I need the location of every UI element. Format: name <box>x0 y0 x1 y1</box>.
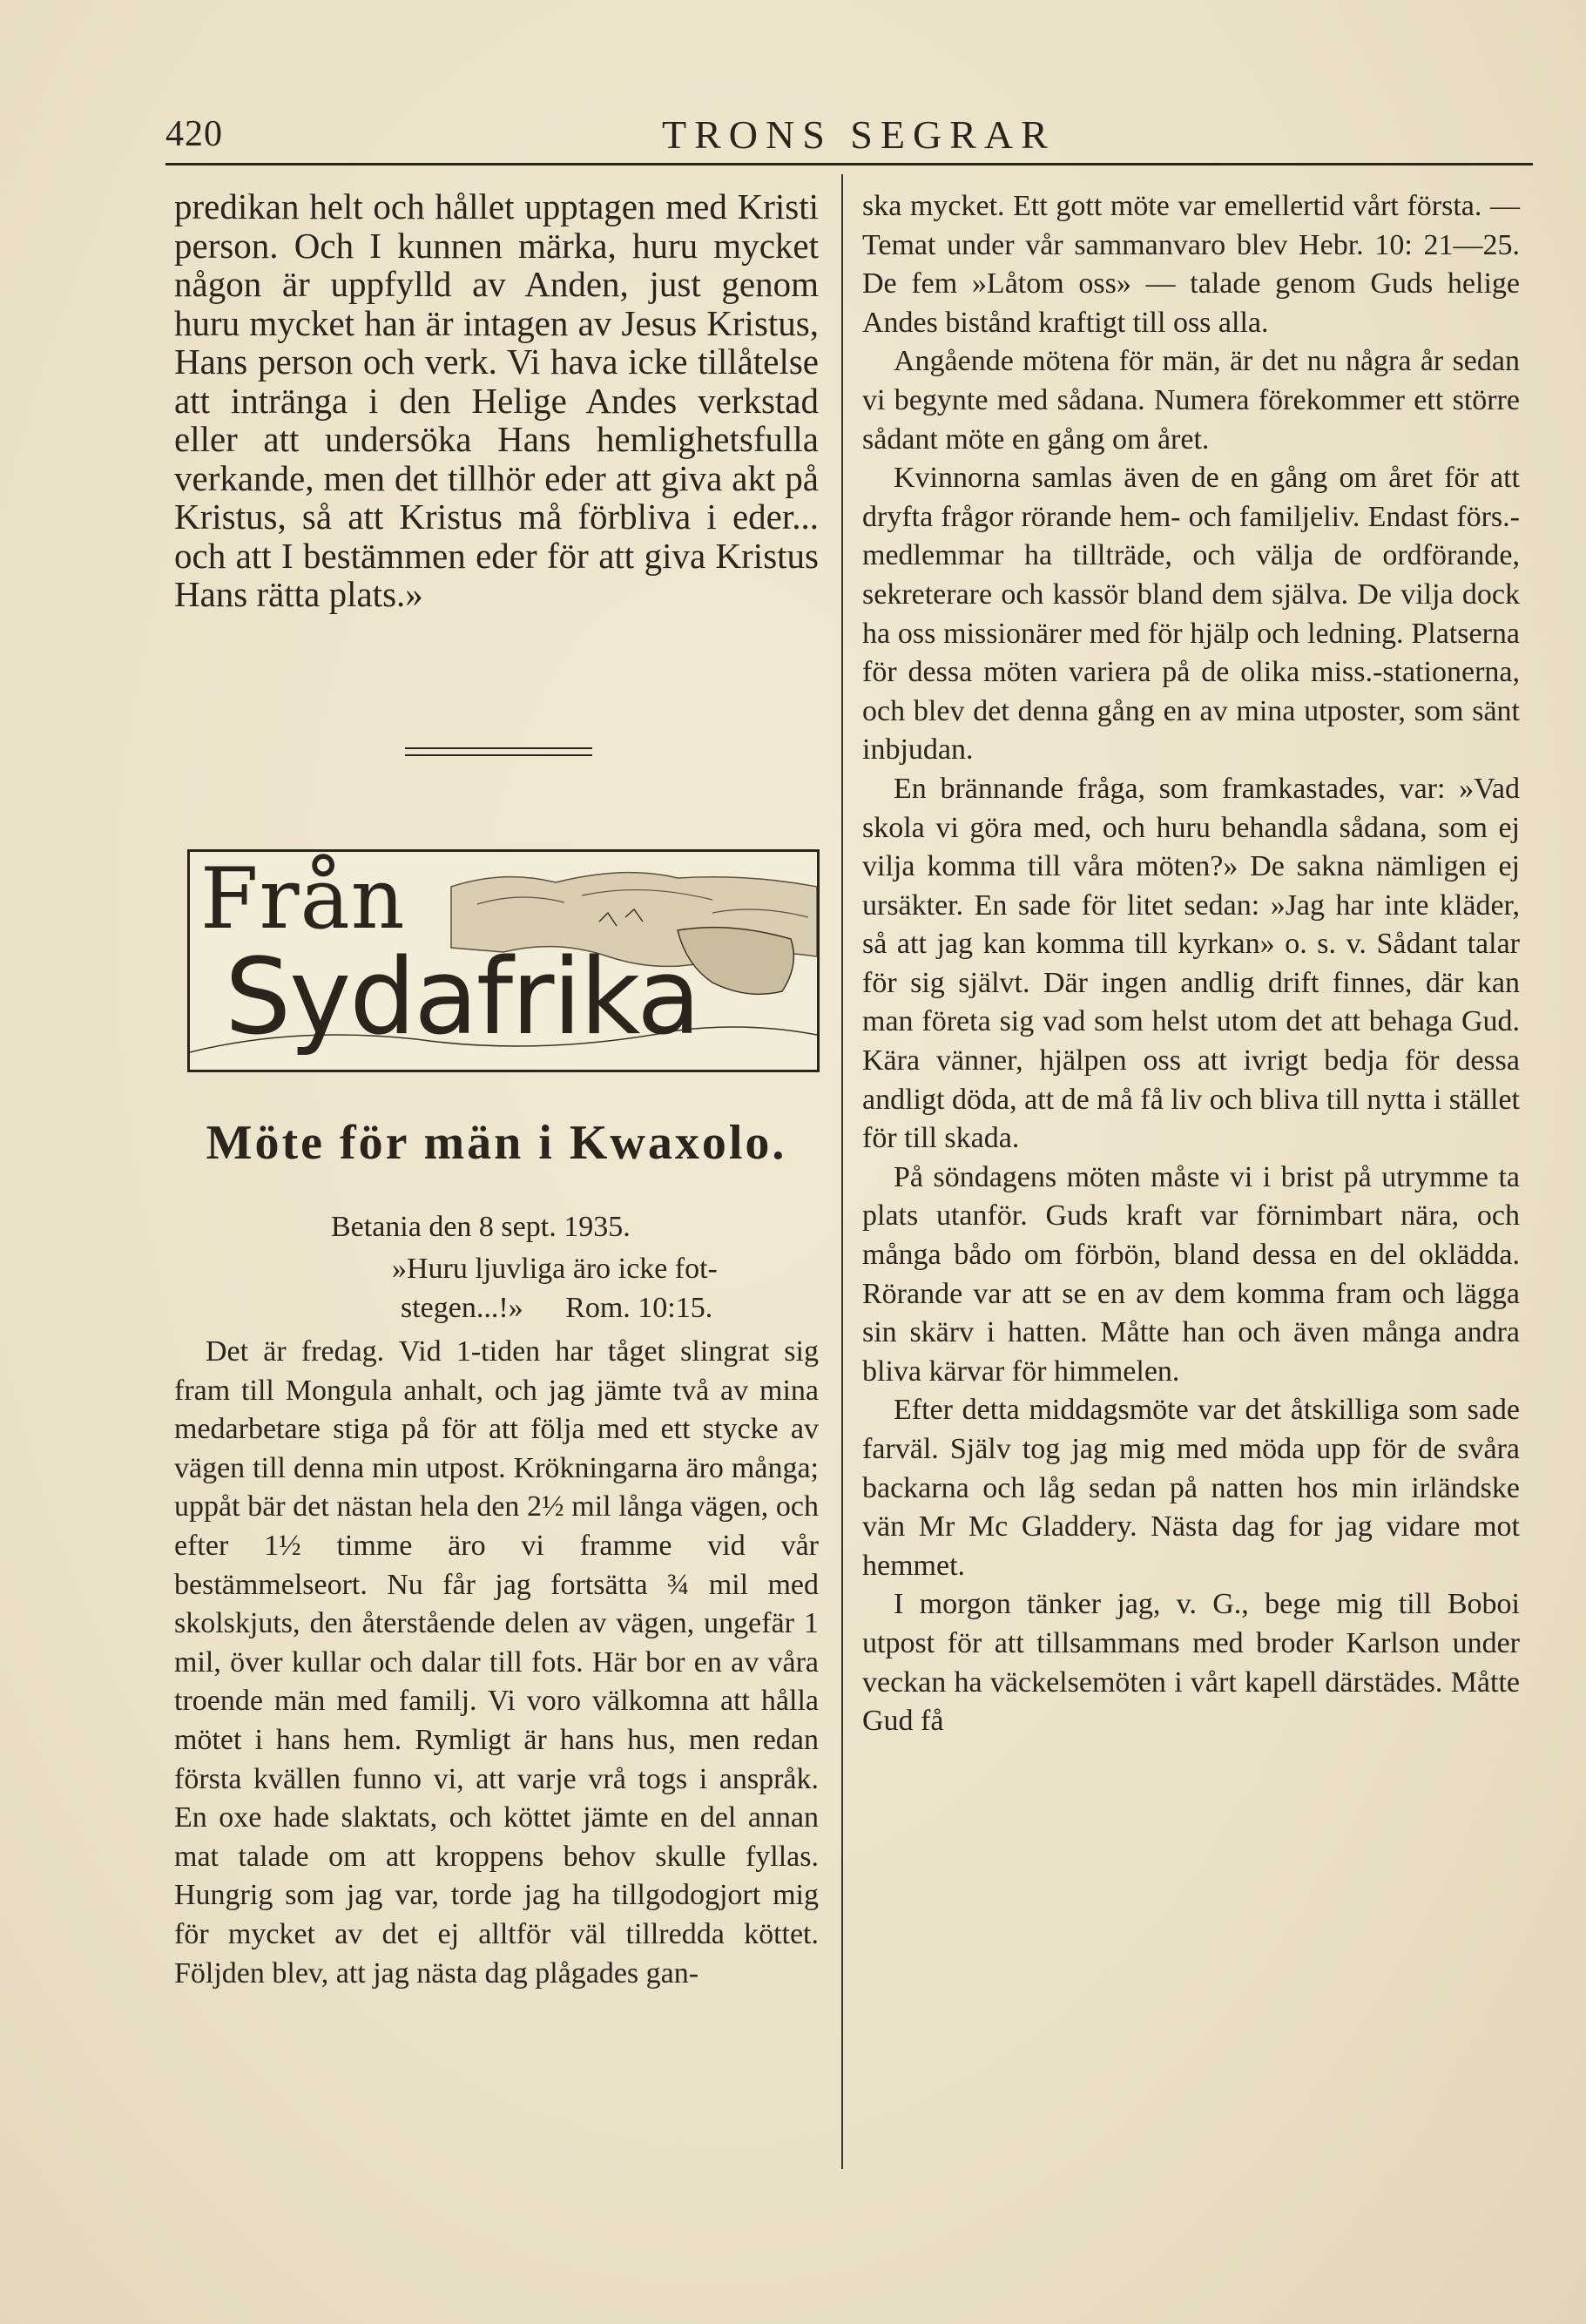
left-column-article-text <box>174 1333 819 1993</box>
left-column-top-text <box>174 187 819 614</box>
motto-reference: Rom. 10:15. <box>565 1291 713 1324</box>
paragraph: ska mycket. Ett gott möte var emellertid vårt första. — Temat under vår sammanvaro blev Hebr. 10: 21—25. De fem »Låtom oss» — talade genom Guds helige Andes bistånd kraftigt till oss alla. <box>862 190 1520 339</box>
paragraph: Det är fredag. Vid 1-tiden har tåget slingrat sig fram till Mongula anhalt, och jag jämte två av mina medarbetare stiga på för att följa med ett stycke av vägen till denna min utpost. Krökningarna äro många; uppåt bär det nästan hela den 2½ mil långa vägen, och efter 1½ timme äro vi framme vid vår bestämmelseort. Nu får jag fortsätta ¾ mil med skolskjuts, den återstående delen av vägen, ungefär 1 mil, över kullar och dalar till fots. Här bor en av våra troende män med familj. Vi voro välkomna att hålla mötet i hans hem. Rymligt är hans hus, men redan första kvällen funno vi, att varje vrå togs i anspråk. En oxe hade slaktats, och köttet jämte en del annan mat talade om att kroppens behov skulle fyllas. Hungrig som jag var, torde jag ha tillgodogjort mig för mycket av det ej alltför väl tillredda köttet. Följden blev, att jag nästa dag plågades gan- <box>174 1335 819 1990</box>
paragraph: Efter detta middagsmöte var det åtskilliga som sade farväl. Själv tog jag mig med möda upp för de svåra backarna och låg sedan på natten hos min irländske vän Mr Mc Gladdery. Nästa dag for jag vidare mot hemmet. <box>862 1394 1520 1582</box>
paragraph: På söndagens möten måste vi i brist på utrymme ta plats utanför. Guds kraft var förnimbart nära, och många bådo om förbön, bland dessa en del okläddа. Rörande var att se en av dem komma fram och lägga sin skärv i hatten. Måtte han och även många andra bliva kärvar för himmelen. <box>862 1160 1520 1388</box>
logo-word-sydafrika: Sydafrika <box>225 937 699 1058</box>
paragraph: predikan helt och hållet upptagen med Kristi person. Och I kunnen märka, huru mycket någon är uppfylld av Anden, just genom huru mycket han är intagen av Jesus Kristus, Hans person och verk. Vi hava icke tillåtelse att intränga i den Helige Andes verkstad eller att undersöka Hans hemlighetsfulla verkande, men det tillhör eder att giva akt på Kristus, så att Kristus må förbliva i eder... och att I bestämmen eder för att giva Kristus Hans rätta plats.» <box>174 186 819 614</box>
paragraph: Angående mötena för män, är det nu några år sedan vi begynte med sådana. Numera förekommer ett större sådant möte en gång om året. <box>862 345 1520 456</box>
motto-text: stegen...!» <box>401 1291 523 1324</box>
paragraph: En brännande fråga, som framkastades, var: »Vad skola vi göra med, och huru behandla sådana, som ej vilja komma till våra möten?» De sakna nämligen ej ursäkter. En sade för litet sedan: »Jag har inte kläder, så att jag kan komma till kyrkan» o. s. v. Sådant talar för sig självt. Där ingen andlig drift finnes, där kan man företa sig vad som helst utom det att behaga Gud. Kära vänner, hjälpen oss att ivrigt bedja för dessa andligt döda, att de må få liv och bliva till nytta i stället för till skada. <box>862 772 1520 1155</box>
paragraph: Kvinnorna samlas även de en gång om året för att dryfta frågor rörande hem- och familjeliv. Endast förs.-medlemmar ha tillträde, och välja de ordförande, sekreterare och kassör bland dem själva. De vilja dock ha oss missionärer med för hjälp och ledning. Platserna för dessa möten variera på de olika miss.-stationerna, och blev det denna gång en av mina utposter, som sänt inbjudan. <box>862 462 1520 767</box>
column-divider <box>841 174 843 2169</box>
header-rule <box>165 163 1533 166</box>
article-motto <box>392 1250 827 1328</box>
article-dateline: Betania den 8 sept. 1935. <box>331 1211 631 1243</box>
motto-line-1: »Huru ljuvliga äro icke fot- <box>392 1253 718 1285</box>
running-title: TRONS SEGRAR <box>662 112 1056 157</box>
page-header <box>165 105 1533 166</box>
section-ornament <box>405 747 592 760</box>
motto-line-2 <box>392 1289 827 1328</box>
right-column-article-text <box>862 187 1520 1741</box>
logo-word-fran: Från <box>200 850 406 948</box>
paragraph: I morgon tänker jag, v. G., bege mig till Boboi utpost för att tillsammans med broder Karlson under veckan ha väckelsemöten i vårt kapell därstädes. Måtte Gud få <box>862 1588 1520 1738</box>
page-number: 420 <box>165 114 223 154</box>
article-title: Möte för män i Kwaxolo. <box>206 1116 787 1170</box>
section-logo-fran-sydafrika <box>187 849 820 1072</box>
